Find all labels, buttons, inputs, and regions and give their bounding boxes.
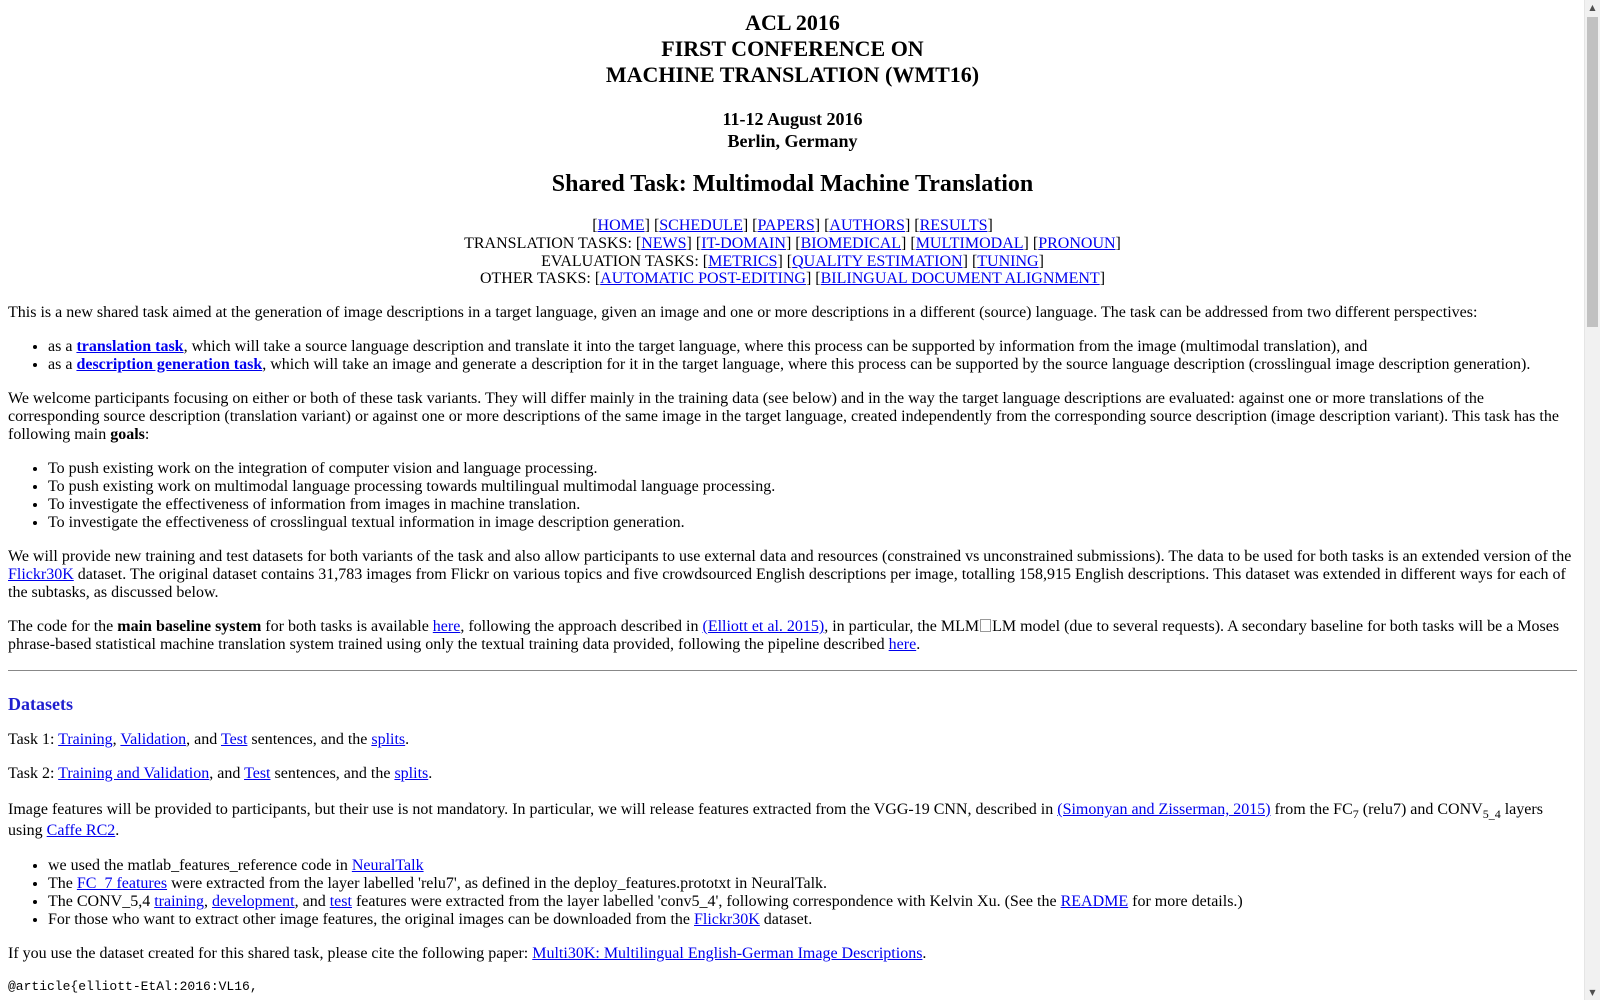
moses-pipeline-link[interactable]: here (888, 636, 917, 653)
task-label: Task 1: (8, 731, 59, 748)
list-item-text: For those who want to extract other image features, the original images can be downloaded from the (48, 911, 695, 928)
section-divider (8, 670, 1577, 671)
nav-post-editing-link[interactable]: AUTOMATIC POST-EDITING (600, 270, 806, 288)
task1-training-link[interactable]: Training (58, 731, 113, 748)
nav-papers-link[interactable]: PAPERS (757, 217, 815, 234)
list-item: • To investigate the effectiveness of crosslingual textual information in image description generation. (48, 514, 1577, 532)
nav-row-other: OTHER TASKS: [AUTOMATIC POST-EDITING] [BILINGUAL DOCUMENT ALIGNMENT] (479, 270, 1106, 288)
list-item-text: The (48, 875, 77, 892)
task1-line (8, 731, 1577, 749)
datasets-heading: Datasets (8, 694, 73, 714)
separator-text: . (405, 731, 410, 748)
conference-subtitle-2: MACHINE TRANSLATION (WMT16) (605, 62, 980, 87)
baseline-paragraph (8, 618, 1577, 654)
nav-pronoun-link[interactable]: PRONOUN (1038, 234, 1116, 252)
conv-test-link[interactable]: test (329, 893, 352, 910)
list-item-text: for more details.) (1128, 893, 1243, 910)
nav-results-link[interactable]: RESULTS (919, 217, 988, 234)
paragraph-text: for both tasks is available (261, 618, 433, 635)
goals-list (8, 460, 1577, 532)
conference-header (8, 10, 1577, 198)
nav-authors-link[interactable]: AUTHORS (829, 217, 905, 234)
paragraph-text: : (144, 426, 150, 443)
nav-tuning-link[interactable]: TUNING (977, 252, 1039, 270)
vertical-scrollbar[interactable] (1584, 0, 1600, 1000)
task1-test-link[interactable]: Test (220, 731, 248, 748)
paragraph-text: If you use the dataset created for this shared task, please cite the following paper: (8, 945, 533, 962)
nav-other-label: OTHER TASKS: (479, 270, 591, 288)
list-item (48, 875, 1577, 893)
flickr30k-link[interactable]: Flickr30K (8, 566, 74, 583)
list-item: • To push existing work on multimodal language processing towards multilingual multimodal language processing. (48, 478, 1577, 496)
list-item-text: , and (294, 893, 330, 910)
caffe-link[interactable]: Caffe RC2 (46, 822, 116, 839)
list-item-text: were extracted from the layer labelled 'relu7', as defined in the deploy_features.prototxt in NeuralTalk. (167, 875, 828, 892)
conference-name: ACL 2016 (745, 10, 840, 35)
description-generation-task-link[interactable]: description generation task (76, 356, 263, 373)
welcome-paragraph (8, 390, 1577, 444)
nav-metrics-link[interactable]: METRICS (708, 252, 778, 270)
task-label: Task 2: (8, 765, 59, 782)
list-item (48, 356, 1577, 374)
task2-splits-link[interactable]: splits (394, 765, 429, 782)
nav-row-evaluation: EVALUATION TASKS: [METRICS] [QUALITY ESTIMATION] [TUNING] (541, 252, 1044, 270)
baseline-code-link[interactable]: here (432, 618, 461, 635)
paragraph-text: We welcome participants focusing on either or both of these task variants. They will differ mainly in the training data (see below) and in the way the target language descriptions are evaluated: against one or more translations of the corresponding source description (translation variant) or against one or more descriptions of the same image in the target language, created independently from the corresponding source description (image description variant). This task has the following main (8, 390, 1559, 443)
paragraph-text: LM model (due to several requests). A secondary baseline for both tasks will be a Moses phrase-based statistical machine translation system trained using only the textual training data provided, following the pipeline described (8, 618, 1560, 653)
features-list (8, 857, 1577, 929)
list-item-text: , which will take an image and generate a description for it in the target language, where this process can be supported by the source language description (crosslingual image description generation). (262, 356, 1531, 373)
baseline-bold: main baseline system (117, 618, 262, 635)
readme-link[interactable]: README (1060, 893, 1129, 910)
conv-training-link[interactable]: training (154, 893, 204, 910)
nav-home-link[interactable]: HOME (597, 217, 645, 234)
paragraph-text: . (916, 636, 921, 653)
list-item (48, 857, 1577, 875)
list-item (48, 911, 1577, 929)
nav-schedule-link[interactable]: SCHEDULE (659, 217, 743, 234)
nav-evaluation-label: EVALUATION TASKS: (541, 252, 699, 270)
nav-row-translation: TRANSLATION TASKS: [NEWS] [IT-DOMAIN] [BIOMEDICAL] [MULTIMODAL] [PRONOUN] (464, 234, 1121, 252)
nav-row-main: [HOME] [SCHEDULE] [PAPERS] [AUTHORS] [RESULTS] (592, 217, 993, 234)
separator-text: . (428, 765, 433, 782)
separator-text: sentences, and the (270, 765, 395, 782)
nav-multimodal-link[interactable]: MULTIMODAL (915, 234, 1024, 252)
scroll-up-arrow-icon[interactable]: ▲ (1589, 2, 1596, 12)
translation-task-link[interactable]: translation task (76, 338, 184, 355)
paragraph-text: We will provide new training and test datasets for both variants of the task and also allow participants to use external data and resources (constrained vs unconstrained submissions). The data to be used for both tasks is an extended version of the (8, 548, 1572, 565)
paragraph-text: Image features will be provided to participants, but their use is not mandatory. In particular, we will release features extracted from the VGG-19 CNN, described in (8, 801, 1058, 818)
paragraph-text: The code for the (8, 618, 118, 635)
conference-location: Berlin, Germany (727, 131, 858, 151)
conference-date: 11-12 August 2016 (722, 109, 863, 129)
scrollbar-thumb[interactable] (1587, 17, 1598, 327)
paragraph-text: . (922, 945, 927, 962)
paragraph-text: . (115, 822, 120, 839)
subscript-text: 5_4 (1482, 807, 1501, 822)
list-item-text: , (203, 893, 212, 910)
list-item: • To investigate the effectiveness of information from images in machine translation. (48, 496, 1577, 514)
list-item (48, 338, 1577, 356)
navigation (8, 217, 1577, 288)
goals-bold: goals (110, 426, 145, 443)
list-item-text: features were extracted from the layer labelled 'conv5_4', following correspondence with Kelvin Xu. (See the (351, 893, 1061, 910)
missing-glyph-icon (980, 619, 991, 632)
separator-text: , (112, 731, 121, 748)
scroll-down-arrow-icon[interactable]: ▼ (1589, 987, 1596, 997)
paragraph-text: layers using (8, 801, 1543, 839)
nav-quality-estimation-link[interactable]: QUALITY ESTIMATION (792, 252, 963, 270)
page-title: Shared Task: Multimodal Machine Translation (551, 171, 1034, 197)
paragraph-text: from the FC (1270, 801, 1353, 818)
nav-news-link[interactable]: NEWS (641, 234, 687, 252)
list-item-text: The CONV_5,4 (48, 893, 155, 910)
nav-it-domain-link[interactable]: IT-DOMAIN (701, 234, 786, 252)
image-features-paragraph (8, 799, 1577, 841)
paragraph-text: , in particular, the MLM (824, 618, 980, 635)
list-item-text: as a (48, 338, 77, 355)
nav-translation-label: TRANSLATION TASKS: (464, 234, 632, 252)
separator-text: , and (186, 731, 221, 748)
task2-line (8, 765, 1577, 783)
list-item-text: we used the matlab_features_reference code in (48, 857, 352, 874)
nav-document-alignment-link[interactable]: BILINGUAL DOCUMENT ALIGNMENT (820, 270, 1100, 288)
paragraph-text: dataset. The original dataset contains 31,783 images from Flickr on various topics and five crowdsourced English descriptions per image, totalling 158,915 English descriptions. This dataset was extended in different ways for each of the subtasks, as discussed below. (8, 566, 1566, 601)
simonyan-paper-link[interactable]: (Simonyan and Zisserman, 2015) (1057, 801, 1271, 818)
multi30k-paper-link[interactable]: Multi30K: Multilingual English-German Image Descriptions (532, 945, 923, 962)
paragraph-text: , following the approach described in (460, 618, 703, 635)
nav-biomedical-link[interactable]: BIOMEDICAL (800, 234, 902, 252)
fc7-features-link[interactable]: FC_7 features (76, 875, 168, 892)
intro-paragraph: This is a new shared task aimed at the generation of image descriptions in a target language, given an image and one or more descriptions in a different (source) language. The task can be addressed from two different perspectives: (8, 304, 1478, 321)
page-content (8, 8, 1577, 994)
list-item (48, 893, 1577, 911)
list-item-text: , which will take a source language description and translate it into the target language, where this process can be supported by information from the image (multimodal translation), and (183, 338, 1368, 355)
conference-subtitle: FIRST CONFERENCE ON (661, 36, 924, 61)
list-item: • To push existing work on the integration of computer vision and language processing. (48, 460, 1577, 478)
task2-test-link[interactable]: Test (244, 765, 271, 782)
list-item-text: as a (48, 356, 77, 373)
bibtex-block: @article{elliott-EtAl:2016:VL16, (8, 979, 258, 994)
paragraph-text: (relu7) and CONV (1358, 801, 1483, 818)
task1-validation-link[interactable]: Validation (120, 731, 187, 748)
citation-paragraph (8, 945, 1577, 963)
task1-splits-link[interactable]: splits (371, 731, 406, 748)
task2-training-validation-link[interactable]: Training and Validation (58, 765, 210, 782)
list-item-text: dataset. (759, 911, 813, 928)
neuraltalk-link[interactable]: NeuralTalk (351, 857, 424, 874)
datasets-intro-paragraph (8, 548, 1577, 602)
subscript-text: 7 (1352, 807, 1359, 822)
separator-text: sentences, and the (247, 731, 372, 748)
flickr30k-images-link[interactable]: Flickr30K (694, 911, 760, 928)
elliott-paper-link[interactable]: (Elliott et al. 2015) (702, 618, 825, 635)
separator-text: , and (209, 765, 245, 782)
conv-development-link[interactable]: development (211, 893, 295, 910)
task-variants-list (8, 338, 1577, 374)
